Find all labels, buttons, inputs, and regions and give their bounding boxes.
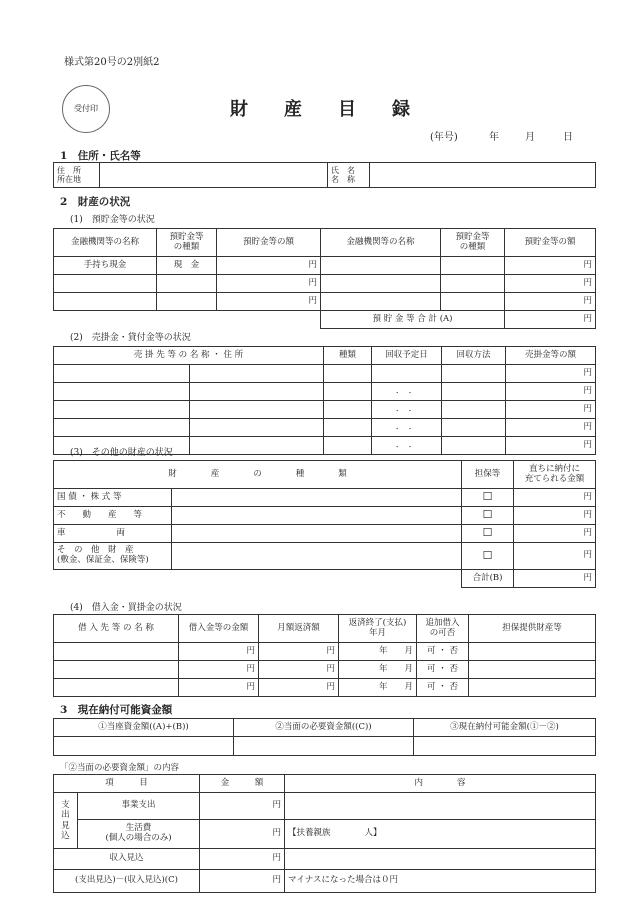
table-cell[interactable] [442, 419, 506, 437]
deposit-institution-field[interactable] [321, 293, 441, 311]
table-cell [172, 570, 462, 588]
date-month: 月 [525, 132, 535, 143]
name-field[interactable] [370, 163, 596, 188]
collateral-checkbox[interactable]: ☐ [462, 489, 514, 507]
other-assets-table [53, 460, 596, 588]
table-cell[interactable] [324, 419, 372, 437]
table-cell[interactable] [190, 437, 324, 455]
receivables-table [53, 346, 596, 455]
detail-amount[interactable]: 円 [200, 793, 285, 820]
deposit-institution-field[interactable] [54, 293, 157, 311]
deposit-kind-field[interactable] [441, 275, 505, 293]
table-row [54, 365, 596, 383]
loan-amount[interactable]: 円 [179, 643, 259, 661]
table-cell [54, 570, 172, 588]
deposits-total-label: 預 貯 金 等 合 計 (A) [321, 311, 505, 329]
detail-content[interactable] [285, 793, 596, 820]
loan-monthly[interactable]: 円 [259, 643, 339, 661]
expense-estimate-label: 支 出 見 込 [54, 793, 78, 849]
table-cell [217, 311, 321, 329]
payable-funds-table [53, 718, 596, 756]
loan-additional[interactable]: 可 ・ 否 [417, 661, 469, 679]
deposits-header: 預貯金等 の種類 [441, 229, 505, 257]
address-table [53, 162, 596, 188]
deposits-header: 預貯金等の額 [217, 229, 321, 257]
deposit-kind-field[interactable] [157, 275, 217, 293]
table-row [54, 679, 596, 697]
detail-item: 生活費 (個人の場合のみ) [78, 820, 200, 849]
table-cell[interactable] [442, 401, 506, 419]
deposits-header: 金融機関等の名称 [54, 229, 157, 257]
table-cell[interactable] [190, 365, 324, 383]
other-assets-total-amount[interactable]: 円 [514, 570, 596, 588]
table-row [54, 383, 596, 401]
receivables-header: 売 掛 先 等 の 名 称 ・ 住 所 [54, 347, 324, 365]
deposit-amount[interactable]: 円 [505, 275, 596, 293]
detail-item: 事業支出 [78, 793, 200, 820]
table-cell [157, 311, 217, 329]
receivable-amount[interactable]: 円 [506, 419, 596, 437]
detail-amount[interactable]: 円 [200, 870, 285, 893]
deposit-amount[interactable]: 円 [217, 257, 321, 275]
table-cell[interactable] [469, 679, 596, 697]
table-cell[interactable] [442, 383, 506, 401]
receivable-date[interactable] [372, 365, 442, 383]
deposits-table [53, 228, 596, 329]
deposit-institution-field[interactable] [321, 257, 441, 275]
page-title: 財 産 目 録 [230, 99, 410, 120]
loan-additional[interactable]: 可 ・ 否 [417, 679, 469, 697]
detail-item: 収入見込 [54, 849, 200, 870]
receivable-date[interactable]: ． ． [372, 437, 442, 455]
collateral-checkbox[interactable]: ☐ [462, 525, 514, 543]
deposit-kind-field[interactable] [441, 293, 505, 311]
loans-header: 担保提供財産等 [469, 615, 596, 643]
section2-heading: 2 財産の状況 [60, 196, 131, 208]
payable-header: ③現在納付可能金額(①－②) [414, 719, 596, 737]
receivables-heading: (2) 売掛金・貸付金等の状況 [70, 333, 191, 343]
deposit-institution-field[interactable] [54, 275, 157, 293]
detail-header: 金 額 [200, 775, 285, 793]
date-year: 年 [489, 132, 499, 143]
other-assets-header: 財 産 の 種 類 [54, 461, 462, 489]
deposit-institution-field[interactable] [321, 275, 441, 293]
table-cell[interactable] [54, 419, 190, 437]
current-funds-field[interactable] [54, 737, 234, 756]
date-day: 日 [563, 132, 573, 143]
loans-header: 返済終了(支払) 年月 [339, 615, 417, 643]
required-funds-field[interactable] [234, 737, 414, 756]
detail-content[interactable]: マイナスになった場合は０円 [285, 870, 596, 893]
receivable-date[interactable]: ． ． [372, 419, 442, 437]
table-cell[interactable] [172, 525, 462, 543]
address-label: 住 所 所在地 [54, 163, 100, 188]
table-cell[interactable] [324, 437, 372, 455]
detail-amount[interactable]: 円 [200, 820, 285, 849]
name-label: 氏 名 名 称 [328, 163, 370, 188]
asset-type-label: 国 債 ・ 株 式 等 [54, 489, 172, 507]
loan-end-ym[interactable]: 年 月 [339, 679, 417, 697]
receivables-header: 売掛金等の額 [506, 347, 596, 365]
other-assets-header: 直ちに納付に 充てられる金額 [514, 461, 596, 489]
loans-header: 借入金等の金額 [179, 615, 259, 643]
deposit-kind-field[interactable] [157, 293, 217, 311]
other-assets-heading: (3) その他の財産の状況 [70, 448, 173, 458]
asset-type-label: 車 両 [54, 525, 172, 543]
table-cell[interactable] [324, 383, 372, 401]
deposits-header: 金融機関等の名称 [321, 229, 441, 257]
table-cell[interactable] [172, 543, 462, 570]
table-cell[interactable] [172, 489, 462, 507]
table-cell[interactable] [324, 365, 372, 383]
loans-header: 借 入 先 等 の 名 称 [54, 615, 179, 643]
table-cell[interactable] [324, 401, 372, 419]
table-cell [54, 311, 157, 329]
detail-content[interactable] [285, 849, 596, 870]
asset-amount[interactable]: 円 [514, 507, 596, 525]
deposits-total-amount[interactable]: 円 [505, 311, 596, 329]
detail-header: 内 容 [285, 775, 596, 793]
receivable-amount[interactable]: 円 [506, 383, 596, 401]
table-cell[interactable] [469, 643, 596, 661]
loan-monthly[interactable]: 円 [259, 679, 339, 697]
payable-header: ①当座資金額((A)+(B)) [54, 719, 234, 737]
collateral-checkbox[interactable]: ☐ [462, 543, 514, 570]
asset-type-label: そ の 他 財 産 (敷金、保証金、保険等) [54, 543, 172, 570]
receivable-amount[interactable]: 円 [506, 437, 596, 455]
loans-header: 月額返済額 [259, 615, 339, 643]
date-era: (年号) [430, 132, 458, 143]
payable-header: ②当面の必要資金額((C)) [234, 719, 414, 737]
table-row [54, 419, 596, 437]
other-assets-total-label: 合計(B) [462, 570, 514, 588]
loan-end-ym[interactable]: 年 月 [339, 643, 417, 661]
receivables-header: 種類 [324, 347, 372, 365]
loan-monthly[interactable]: 円 [259, 661, 339, 679]
table-cell[interactable] [54, 365, 190, 383]
deposits-header: 預貯金等の額 [505, 229, 596, 257]
receivable-amount[interactable]: 円 [506, 365, 596, 383]
reception-stamp-label: 受付印 [74, 104, 98, 113]
required-funds-note: 「②当面の必要資金額」の内容 [60, 763, 180, 773]
receivable-amount[interactable]: 円 [506, 401, 596, 419]
deposit-amount[interactable]: 円 [217, 293, 321, 311]
table-row [54, 643, 596, 661]
table-cell[interactable] [172, 507, 462, 525]
collateral-checkbox[interactable]: ☐ [462, 507, 514, 525]
table-cell[interactable] [190, 401, 324, 419]
table-cell[interactable] [469, 661, 596, 679]
receivables-header: 回収予定日 [372, 347, 442, 365]
detail-amount[interactable]: 円 [200, 849, 285, 870]
other-assets-header: 担保等 [462, 461, 514, 489]
table-row [54, 401, 596, 419]
section1-heading: 1 住所・氏名等 [60, 150, 141, 162]
deposit-kind: 現 金 [157, 257, 217, 275]
deposit-amount[interactable]: 円 [505, 293, 596, 311]
deposit-amount[interactable]: 円 [217, 275, 321, 293]
section3-heading: 3 現在納付可能資金額 [60, 704, 173, 716]
deposits-header: 預貯金等 の種類 [157, 229, 217, 257]
form-id: 様式第20号の2別紙2 [64, 57, 160, 68]
table-row [54, 661, 596, 679]
detail-item: (支出見込)－(収入見込)(C) [54, 870, 200, 893]
table-cell[interactable] [54, 643, 179, 661]
receivable-date[interactable]: ． ． [372, 401, 442, 419]
deposits-heading: (1) 預貯金等の状況 [70, 215, 155, 225]
table-cell[interactable] [190, 419, 324, 437]
asset-amount[interactable]: 円 [514, 525, 596, 543]
loans-header: 追加借入 の可否 [417, 615, 469, 643]
table-cell[interactable] [54, 383, 190, 401]
loan-end-ym[interactable]: 年 月 [339, 661, 417, 679]
asset-amount[interactable]: 円 [514, 543, 596, 570]
deposit-amount[interactable]: 円 [505, 257, 596, 275]
payable-amount-field[interactable] [414, 737, 596, 756]
asset-type-label: 不 動 産 等 [54, 507, 172, 525]
address-field[interactable] [100, 163, 328, 188]
loan-additional[interactable]: 可 ・ 否 [417, 643, 469, 661]
required-funds-detail-table [53, 774, 596, 893]
deposit-kind-field[interactable] [441, 257, 505, 275]
table-cell[interactable] [54, 679, 179, 697]
detail-header: 項 目 [54, 775, 200, 793]
loan-amount[interactable]: 円 [179, 661, 259, 679]
detail-content[interactable]: 【扶養親族 人】 [285, 820, 596, 849]
receivables-header: 回収方法 [442, 347, 506, 365]
table-cell[interactable] [442, 365, 506, 383]
loans-table [53, 614, 596, 697]
loans-heading: (4) 借入金・買掛金の状況 [70, 603, 182, 613]
table-cell[interactable] [54, 401, 190, 419]
table-cell[interactable] [442, 437, 506, 455]
deposit-institution: 手持ち現金 [54, 257, 157, 275]
receivable-date[interactable]: ． ． [372, 383, 442, 401]
table-cell[interactable] [190, 383, 324, 401]
asset-amount[interactable]: 円 [514, 489, 596, 507]
table-cell[interactable] [54, 661, 179, 679]
loan-amount[interactable]: 円 [179, 679, 259, 697]
